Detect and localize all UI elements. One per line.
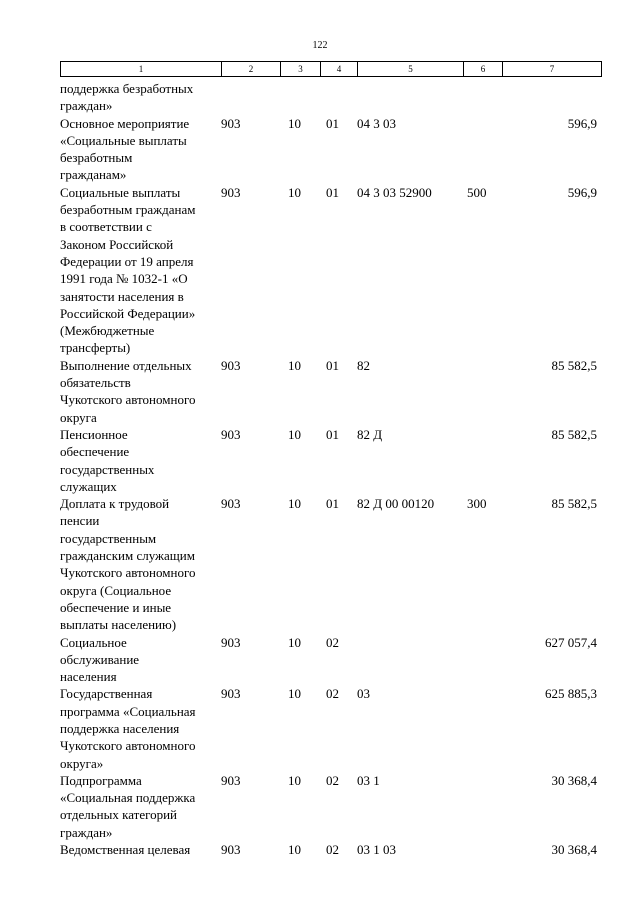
- row-subsection-code: 01: [326, 115, 339, 131]
- column-header-table: [60, 61, 602, 77]
- row-expense-type-code: 300: [467, 496, 487, 512]
- column-header-7: 7: [503, 62, 602, 77]
- row-subsection-code: 02: [326, 772, 339, 788]
- row-department-code: 903: [221, 496, 241, 512]
- row-subsection-code: [320, 80, 357, 115]
- row-name-line: Ведомственная целевая: [60, 842, 191, 858]
- row-name-line: поддержка безработных: [60, 81, 194, 96]
- row-name-line: населения: [60, 669, 117, 685]
- row-name: [60, 80, 221, 115]
- table-row: [60, 80, 601, 115]
- row-target-article-code: 04 3 03: [357, 115, 396, 131]
- row-name-line: обеспечение: [60, 444, 130, 460]
- row-name-line: гражданам»: [60, 167, 127, 183]
- row-section-code: 10: [288, 686, 301, 702]
- row-name: [60, 495, 221, 633]
- row-department-code: 903: [221, 686, 241, 702]
- row-department-code: 903: [221, 184, 241, 200]
- row-name: [60, 685, 221, 771]
- row-name-line: (Межбюджетные: [60, 323, 155, 339]
- row-name-line: 1991 года № 1032-1 «О: [60, 271, 188, 287]
- row-name: [60, 426, 221, 495]
- row-expense-type-code: 500: [467, 184, 487, 200]
- row-department-code: 903: [221, 115, 241, 131]
- column-header-3: 3: [281, 62, 321, 77]
- table-row: [60, 685, 601, 771]
- row-amount: 85 582,5: [551, 357, 597, 373]
- row-name-line: выплаты населению): [60, 617, 177, 633]
- row-subsection-code: 01: [326, 426, 339, 442]
- row-subsection-code: 02: [326, 686, 339, 702]
- column-header-6: 6: [464, 62, 503, 77]
- row-amount: 85 582,5: [551, 496, 597, 512]
- row-department-code: 903: [221, 842, 241, 858]
- row-target-article-code: [357, 634, 463, 686]
- column-header-2: 2: [222, 62, 281, 77]
- row-expense-type-code: [463, 115, 502, 184]
- row-name: [60, 841, 221, 858]
- row-name-line: округа»: [60, 755, 104, 771]
- row-name-line: программа «Социальная: [60, 703, 196, 719]
- row-expense-type-code: [463, 841, 502, 858]
- row-name: [60, 634, 221, 686]
- row-name: [60, 184, 221, 357]
- row-name-line: Выполнение отдельных: [60, 357, 192, 373]
- row-department-code: 903: [221, 357, 241, 373]
- row-name-line: занятости населения в: [60, 288, 184, 304]
- column-header-5: 5: [358, 62, 464, 77]
- row-name-line: пенсии: [60, 513, 100, 529]
- row-target-article-code: 03: [357, 686, 370, 702]
- row-name-line: Российской Федерации»: [60, 305, 196, 321]
- row-amount: 596,9: [567, 184, 597, 200]
- row-name-line: в соответствии с: [60, 219, 152, 235]
- row-name-line: гражданским служащим: [60, 548, 195, 564]
- row-name-line: обслуживание: [60, 651, 140, 667]
- row-name-line: Доплата к трудовой: [60, 496, 170, 512]
- row-target-article-code: 03 1: [357, 772, 380, 788]
- row-name-line: округа (Социальное: [60, 582, 172, 598]
- row-name-line: Социальное: [60, 634, 127, 650]
- row-name-line: «Социальная поддержка: [60, 790, 196, 806]
- row-department-code: 903: [221, 634, 241, 650]
- row-target-article-code: 82: [357, 357, 370, 373]
- row-section-code: 10: [288, 115, 301, 131]
- row-target-article-code: 04 3 03 52900: [357, 184, 432, 200]
- budget-table: [60, 80, 601, 858]
- row-section-code: [280, 80, 320, 115]
- row-amount: 596,9: [567, 115, 597, 131]
- row-name-line: граждан»: [60, 824, 113, 840]
- column-header-row: [61, 62, 602, 77]
- row-name-line: округа: [60, 409, 97, 425]
- row-name-line: Законом Российской: [60, 236, 174, 252]
- row-name-line: обеспечение и иные: [60, 599, 172, 615]
- row-name-line: граждан»: [60, 98, 113, 114]
- row-name: [60, 772, 221, 841]
- row-name-line: трансферты): [60, 340, 131, 356]
- row-department-code: [221, 80, 280, 115]
- row-section-code: 10: [288, 842, 301, 858]
- row-department-code: 903: [221, 426, 241, 442]
- page-number: 122: [312, 40, 328, 51]
- row-name-line: «Социальные выплаты: [60, 132, 187, 148]
- row-amount: 627 057,4: [545, 634, 597, 650]
- row-name-line: безработным гражданам: [60, 202, 196, 218]
- table-row: [60, 841, 601, 858]
- table-row: [60, 634, 601, 686]
- row-amount: 30 368,4: [551, 772, 597, 788]
- table-row: [60, 495, 601, 633]
- row-name-line: Пенсионное: [60, 426, 128, 442]
- row-target-article-code: 03 1 03: [357, 842, 396, 858]
- row-name-line: Чукотского автономного: [60, 738, 196, 754]
- row-expense-type-code: [463, 772, 502, 841]
- row-subsection-code: 01: [326, 496, 339, 512]
- row-amount: [502, 80, 601, 115]
- row-name-line: Основное мероприятие: [60, 115, 190, 131]
- row-section-code: 10: [288, 634, 301, 650]
- row-name-line: служащих: [60, 478, 117, 494]
- table-row: [60, 115, 601, 184]
- row-section-code: 10: [288, 772, 301, 788]
- row-target-article-code: 82 Д: [357, 426, 383, 442]
- table-row: [60, 772, 601, 841]
- row-department-code: 903: [221, 772, 241, 788]
- row-name-line: безработным: [60, 150, 133, 166]
- table-row: [60, 426, 601, 495]
- row-expense-type-code: [463, 634, 502, 686]
- row-expense-type-code: [463, 685, 502, 771]
- column-header-1: 1: [61, 62, 222, 77]
- row-section-code: 10: [288, 357, 301, 373]
- row-subsection-code: 02: [326, 842, 339, 858]
- row-target-article-code: 82 Д 00 00120: [357, 496, 435, 512]
- row-amount: 30 368,4: [551, 842, 597, 858]
- row-name-line: Социальные выплаты: [60, 184, 181, 200]
- row-amount: 625 885,3: [545, 686, 597, 702]
- row-amount: 85 582,5: [551, 426, 597, 442]
- row-name-line: поддержка населения: [60, 720, 180, 736]
- row-subsection-code: 02: [326, 634, 339, 650]
- row-name-line: Чукотского автономного: [60, 392, 196, 408]
- row-subsection-code: 01: [326, 357, 339, 373]
- row-subsection-code: 01: [326, 184, 339, 200]
- row-expense-type-code: [463, 426, 502, 495]
- row-name-line: Государственная: [60, 686, 153, 702]
- row-name-line: государственным: [60, 530, 157, 546]
- row-target-article-code: [357, 80, 463, 115]
- row-section-code: 10: [288, 426, 301, 442]
- row-name: [60, 357, 221, 426]
- row-name: [60, 115, 221, 184]
- row-name-line: Подпрограмма: [60, 772, 142, 788]
- row-expense-type-code: [463, 80, 502, 115]
- row-name-line: обязательств: [60, 375, 131, 391]
- row-section-code: 10: [288, 184, 301, 200]
- row-name-line: государственных: [60, 461, 155, 477]
- row-name-line: Федерации от 19 апреля: [60, 253, 194, 269]
- table-row: [60, 357, 601, 426]
- row-name-line: Чукотского автономного: [60, 565, 196, 581]
- row-section-code: 10: [288, 496, 301, 512]
- table-row: [60, 184, 601, 357]
- budget-table-body: [60, 80, 601, 858]
- row-name-line: отдельных категорий: [60, 807, 178, 823]
- row-expense-type-code: [463, 357, 502, 426]
- column-header-4: 4: [321, 62, 358, 77]
